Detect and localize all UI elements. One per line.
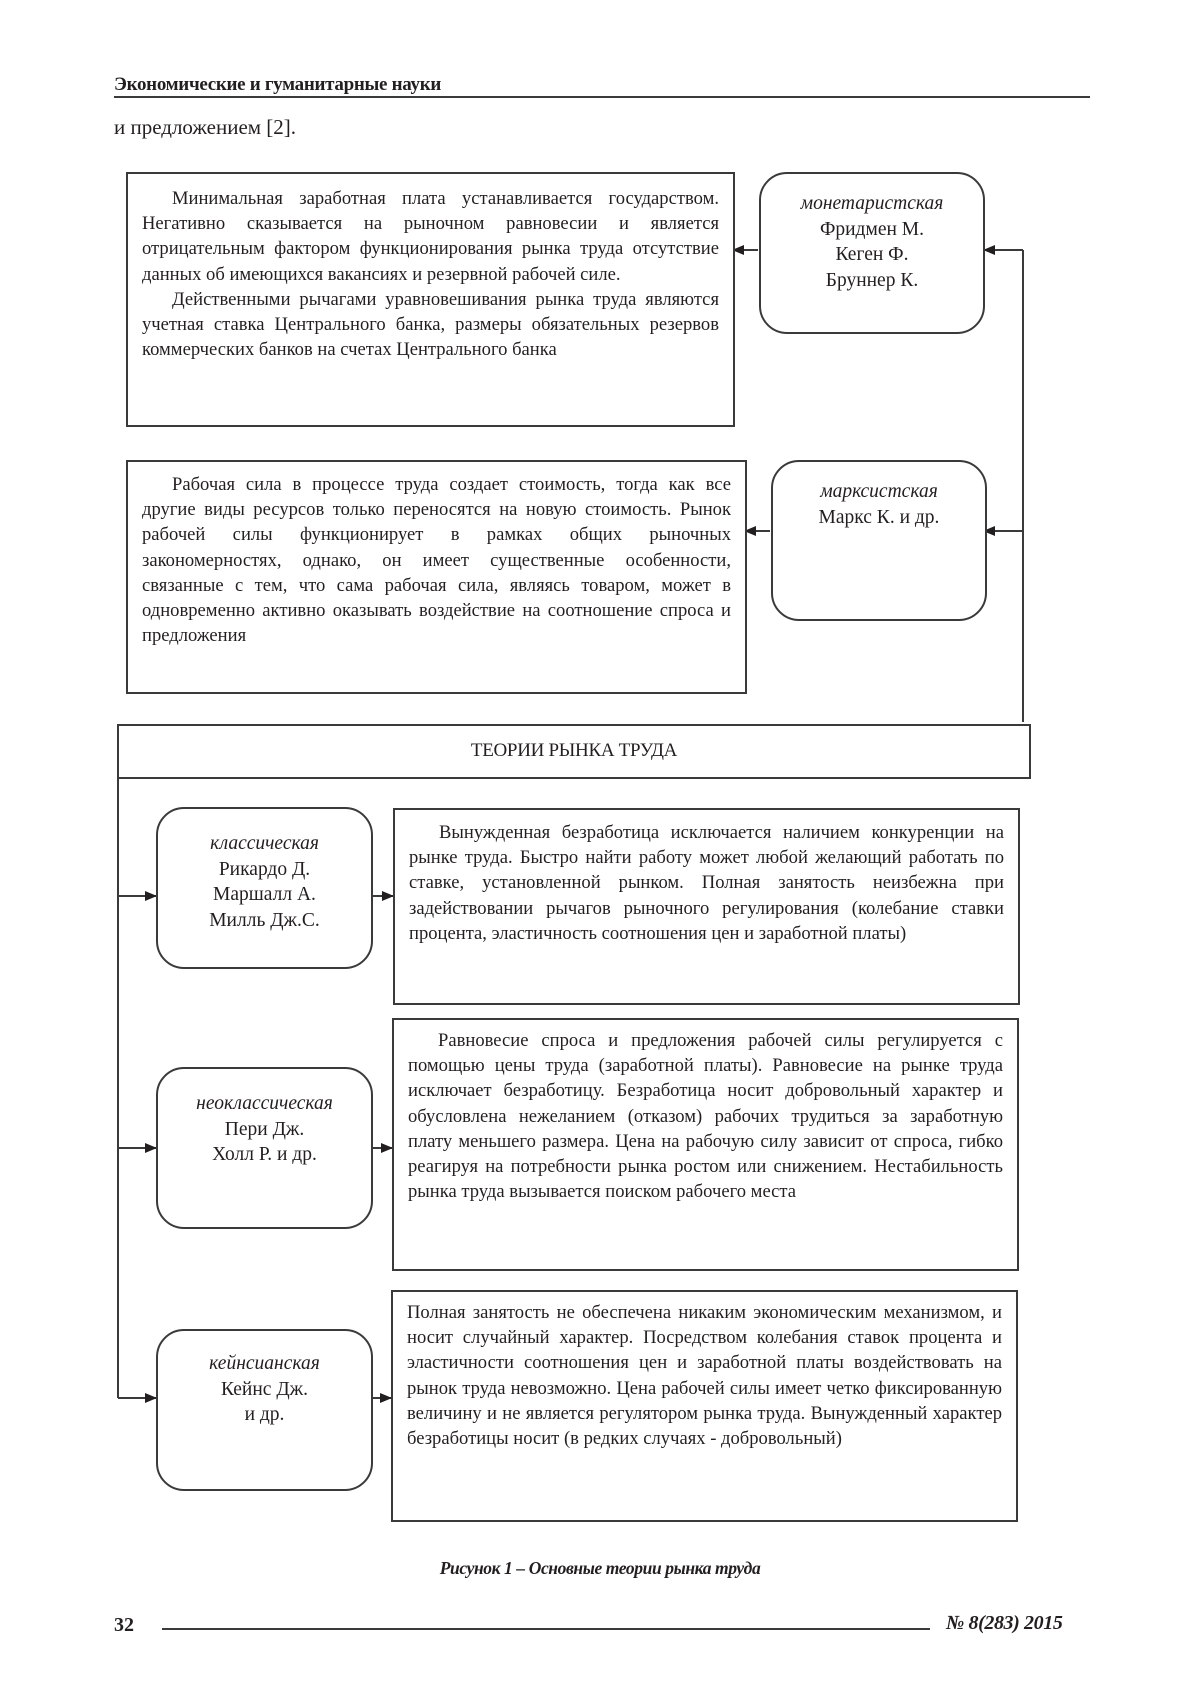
page-number: 32 [114,1614,134,1636]
description-text [142,186,719,362]
school-node-monetarist [759,172,985,334]
description-text [408,1028,1003,1204]
description-box-classical [393,808,1020,1005]
description-text [409,820,1004,946]
author: Пери Дж. [224,1118,305,1140]
description-paragraph: Минимальная заработная плата устанавливается государством. Негативно сказывается на рыночном равновесии и является отрицательным фактором функционирования рынка труда отсутствие данных об имеющихся вакансиях и резервной рабочей силе. [142,188,719,285]
author: Бруннер К. [825,269,919,291]
description-text [407,1300,1002,1451]
running-header: Экономические и гуманитарные науки [114,74,442,95]
author: Холл Р. и др. [212,1144,317,1165]
description-paragraph: Полная занятость не обеспечена никаким экономическим механизмом, и носит случайный характер. Посредством колебания ставок процента и эластичности соотношения цен и заработной платы воздействовать на рынок труда невозможно. Цена рабочей силы имеет четко фиксированную величину и не является регулятором рынка труда. Вынужденный характер безработицы носит (в редких случаях - добровольный) [407,1302,1002,1450]
issue-number: № 8(283) 2015 [946,1612,1063,1634]
diagram-title-bar [117,724,1031,779]
school-name: неоклассическая [196,1093,333,1114]
lead-text: и предложением [2]. [114,115,297,139]
description-paragraph: Действенными рычагами уравновешивания рынка труда являются учетная ставка Центрального банка, размеры обязательных резервов коммерческих банков на счетах Центрального банка [142,288,719,361]
school-node-marxist [771,460,987,621]
author: Кейнс Дж. [221,1378,308,1400]
description-box-keynesian [391,1290,1018,1522]
school-node-keynesian [156,1329,373,1491]
author: Маркс К. и др. [818,506,940,528]
description-box-marxist [126,460,747,694]
description-paragraph: Рабочая сила в процессе труда создает стоимость, тогда как все другие виды ресурсов только переносятся на новую стоимость. Рынок рабочей силы функционирует в рамках общих рыночных закономерностях, однако, он имеет существенные особенности, связанные с тем, что сама рабочая сила, являясь товаром, может в одновременно активно оказывать воздействие на соотношение спроса и предложения [142,474,731,647]
author: Милль Дж.С. [209,909,320,931]
diagram-title: ТЕОРИИ РЫНКА ТРУДА [470,740,678,761]
footer-rule [162,1628,930,1630]
author: Рикардо Д. [218,858,311,880]
school-name: монетаристская [800,193,944,214]
school-node-neoclassical [156,1067,373,1229]
school-name: кейнсианская [209,1353,320,1374]
description-box-neoclassical [392,1018,1019,1271]
description-paragraph: Равновесие спроса и предложения рабочей силы регулируется с помощью цены труда (заработной платы). Равновесие на рынке труда исключает безработицу. Безработица носит добровольный характер и обусловлена нежеланием (отказом) рабочих трудиться за заработную плату меньшего размера. Цена на рабочую силу зависит от спроса, гибко реагируя на потребности рынка ростом или снижением. Нестабильность рынка труда вызывается поиском рабочего места [408,1030,1003,1203]
school-node-classical [156,807,373,969]
author: Маршалл А. [213,884,316,905]
author: и др. [244,1404,285,1425]
author: Фридмен М. [819,218,925,240]
author: Кеген Ф. [835,244,909,265]
school-name: классическая [210,833,319,854]
description-text [142,472,731,648]
description-paragraph: Вынужденная безработица исключается наличием конкуренции на рынке труда. Быстро найти работу может любой желающий работать по ставке, установленной рынком. Полная занятость неизбежна при задействовании рычагов рыночного регулирования (колебание ставки процента, эластичность соотношения цен и заработной платы) [409,822,1004,944]
figure-caption: Рисунок 1 – Основные теории рынка труда [439,1558,761,1578]
school-name: марксистская [820,481,938,502]
description-box-monetarist [126,172,735,427]
